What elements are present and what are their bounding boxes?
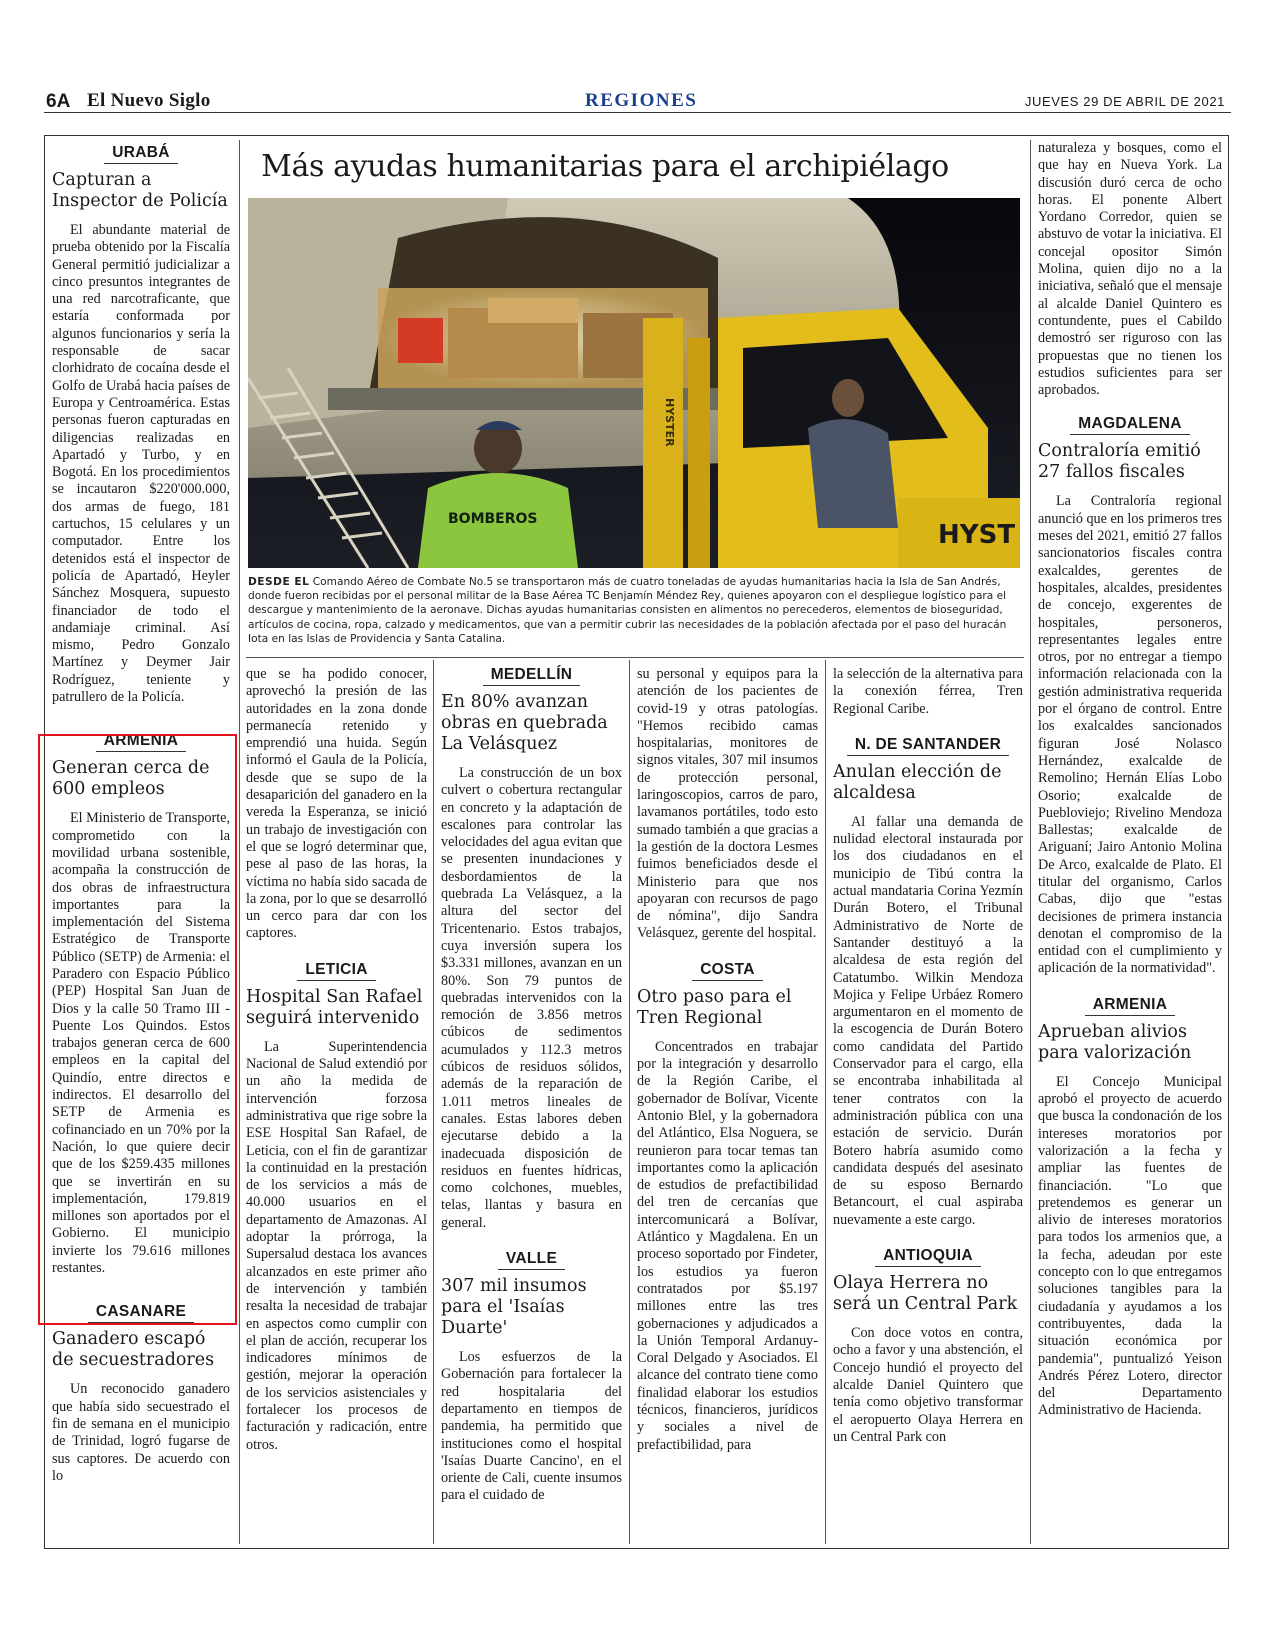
caption-lead: DESDE EL	[248, 576, 310, 588]
article-body: El abundante material de prueba obtenido por la Fiscalía General permitió judicializar a cinco presuntos integrantes de una red narcotraficante, que estaría conformada por algunos funcionarios y sería la responsable de sacar clorhidrato de cocaína desde el Golfo de Urabá hacia países de Europa y Centroamérica. Estas personas fueron capturadas en diligencias realizadas en Apartadó y Turbo, y en Bogotá. En los procedimientos se incautaron $220'000.000, dos armas de fuego, 181 cartuchos, 15 celulares y un computador. Entre los detenidos está el inspector de policía de Apartadó, Heyler Sánchez Mosquera, supuesto financiador de todo el andamiaje criminal. Así mismo, Pedro Gonzalo Martínez y Deymer Jair Rodríguez, teniente y patrullero de la Policía.	[52, 222, 230, 706]
column-divider	[825, 660, 826, 1544]
page-number: 6A	[46, 91, 71, 112]
photo-caption	[248, 575, 1020, 646]
article-headline: Otro paso para el Tren Regional	[637, 986, 792, 1028]
column-2	[246, 666, 427, 1544]
column-4	[637, 666, 818, 1544]
section-label: LETICIA	[297, 961, 375, 981]
article-magdalena	[1038, 411, 1222, 977]
section-label: VALLE	[498, 1250, 565, 1270]
column-divider	[239, 140, 240, 1544]
article-body: La Contraloría regional anunció que en los primeros tres meses del 2021, emitió 27 fallos sancionatorios fiscales contra exalcaldes, gerentes de hospitales, alcaldes, presidentes de concejo, exgerentes de hospitales, personeros, representantes legales entre otros, por no entregar a tiempo información relacionada con la gestión administrativa requerida por el órgano de control. Entre los exalcaldes sancionados figuran José Nolasco Hernández, exalcalde de Remolino; Hernán Elías Lobo Osorio; exalcalde de Puebloviejo; Rivelino Mendoza Ballestas; exalcalde de Ariguaní; Jairo Antonio Molina De Arco, exalcalde de Plato. El titular del organismo, Carlos Cabas, dijo que "estas decisiones de primera instancia denotan el compromiso de la entidad con el cumplimiento y aplicación de la normatividad".	[1038, 493, 1222, 977]
article-headline: Anulan elección de alcaldesa	[833, 761, 1002, 803]
article-body: La Superintendencia Nacional de Salud extendió por un año la medida de intervención forzosa administrativa que rige sobre la ESE Hospital San Rafael, de Leticia, con el fin de garantizar la continuidad en la prestación de los servicios a más de 40.000 usuarios en el departamento de Amazonas. Al adoptar la prórroga, la Supersalud destaca los avances alcanzados en este primer año de intervención y también resalta la necesidad de trabajar en aspectos como cumplir con el plan de acción, recuperar los indicadores mínimos de gestión, mejorar la operación de los servicios asistenciales y fortalecer los procesos de facturación y radicación, entre otros.	[246, 1038, 427, 1453]
article-headline: Contraloría emitió 27 fallos fiscales	[1038, 441, 1201, 483]
highlight-box	[38, 734, 237, 1325]
column-3	[441, 662, 622, 1544]
column-divider	[629, 660, 630, 1544]
vest-label: BOMBEROS	[448, 511, 538, 527]
article-body-continued: la selección de la alternativa para la conexión férrea, Tren Regional Caribe.	[833, 666, 1023, 717]
section-label: MEDELLÍN	[483, 666, 581, 686]
newspaper-name: El Nuevo Siglo	[87, 90, 211, 111]
article-body-continued: que se ha podido conocer, aprovechó la presión de las autoridades en la zona donde permanecía retenido y emprendió una huida. Según informó el Gaula de la Policía, desde que se supo de la desaparición del ganadero en la vereda la Esperanza, se inició un trabajo de investigación con el que se logró determinar que, pese al paso de las horas, la víctima no había sido sacada de la zona, por lo que se desarrolló un cerco para dar con los captores.	[246, 666, 427, 942]
section-label: COSTA	[692, 961, 763, 981]
column-divider	[1030, 140, 1031, 1544]
article-medellin	[441, 662, 622, 1232]
article-headline: En 80% avanzan obras en quebrada La Velásquez	[441, 692, 608, 754]
article-headline: Olaya Herrera no será un Central Park	[833, 1273, 1018, 1315]
section-label: MAGDALENA	[1070, 415, 1189, 435]
article-headline: 307 mil insumos para el 'Isaías Duarte'	[441, 1276, 587, 1339]
caption-text: Comando Aéreo de Combate No.5 se transportaron más de cuatro toneladas de ayudas humanitarias hacia la Isla de San Andrés, donde fueron recibidas por el personal militar de la Base Aérea TC Benjamín Méndez Rey, quienes apoyaron con el despliegue logístico para el descargue y mantenimiento de la aeronave. Dichas ayudas humanitarias consisten en alimentos no perecederos, elementos de bioseguridad, artículos de cocina, ropa, calzado y medicamentos, que van a permitir cubrir las necesidades de la población afectada por el paso del huracán Iota en las Islas de Providencia y Santa Catalina.	[248, 576, 1007, 645]
main-headline: Más ayudas humanitarias para el archipiélago	[261, 149, 949, 184]
article-valle	[441, 1246, 622, 1505]
article-headline: Generan cerca de 600 empleos	[52, 758, 210, 800]
forklift-label: HYST	[938, 520, 1016, 550]
article-headline: Hospital San Rafael seguirá intervenido	[246, 986, 423, 1028]
column-5	[833, 666, 1023, 1544]
article-casanare	[52, 1299, 230, 1485]
section-label: ARMENIA	[96, 732, 186, 752]
header-rule	[44, 112, 1231, 113]
article-body: Al fallar una demanda de nulidad electoral instaurada por los dos ciudadanos en el municipio de Tibú contra la actual mandataria Corina Yezmín Durán Botero, el Tribunal Administrativo de Norte de Santander destituyó a la alcaldesa de esta región del Catatumbo. Wilkin Mendoza Mojica y Felipe Urbáez Romero argumentaron en el momento de la escogencia de Durán Botero como candidata del Partido Conservador para el cargo, ella se encontraba inhabilitada al tener contratos con la administración pública con una estación de servicio. Durán Botero habría asumido como candidata después del asesinato de su esposo Bernardo Betancourt, el cual aspiraba nuevamente a este cargo.	[833, 813, 1023, 1228]
section-label: ANTIOQUIA	[875, 1247, 981, 1267]
issue-date: JUEVES 29 DE ABRIL DE 2021	[1024, 94, 1225, 109]
article-costa	[637, 957, 818, 1454]
article-uraba	[52, 140, 230, 706]
article-leticia	[246, 957, 427, 1454]
article-body: Con doce votos en contra, ocho a favor y una abstención, el Concejo hundió el proyecto del alcalde Daniel Quintero que tenía como objetivo transformar el aeropuerto Olaya Herrera en un Central Park con	[833, 1325, 1023, 1445]
column-6	[1038, 140, 1222, 1545]
news-photo	[248, 198, 1020, 568]
section-label: CASANARE	[88, 1303, 194, 1323]
article-armenia-valorizacion	[1038, 992, 1222, 1420]
article-headline: Aprueban alivios para valorización	[1038, 1021, 1192, 1063]
section-label: ARMENIA	[1085, 996, 1175, 1016]
article-body-continued: naturaleza y bosques, como el que hay en Nueva York. La discusión duró cerca de ocho horas. El ponente Albert Yordano Corredor, quien se abstuvo de votar la iniciativa. El concejal opositor Simón Molina, quien dijo no a la iniciativa, señaló que el mensaje al alcalde Daniel Quintero es contundente, pues el Cabildo demostró ser riguroso con las propuestas que no tienen los estudios suficientes para ser aprobados.	[1038, 140, 1222, 399]
forklift-label: HYSTER	[663, 398, 676, 447]
column-divider	[433, 660, 434, 1544]
article-body: Concentrados en trabajar por la integración y desarrollo de la Región Caribe, el gobernador de Bolívar, Vicente Antonio Blel, y la gobernadora del Atlántico, Elsa Noguera, se reunieron para tocar temas tan importantes como la aplicación de estudios de prefactibilidad del tren de cercanías que intercomunicará a Bolívar, Atlántico y Magdalena. En un proceso soportado por Findeter, los estudios ya fueron contratados por $5.197 millones entre las tres gobernaciones y adjudicados a la Unión Temporal Ardanuy-Coral Delgado y Asociados. El alcance del contrato tiene como finalidad elaborar los estudios técnicos, financieros, jurídicos y sociales a nivel de prefactibilidad, para	[637, 1038, 818, 1453]
article-body-continued: su personal y equipos para la atención de los pacientes de covid-19 y otras patologías. "Hemos recibido camas hospitalarias, monitores de signos vitales, 307 mil insumos de protección personal, laringoscopios, carros de paro, lavamanos portátiles, todo esto sumado también a que gracias a la gestión de la doctora Lesmes fuimos beneficiados desde el Ministerio para que nos apoyaran con recursos de pago de nómina", dijo Sandra Velásquez, gerente del hospital.	[637, 666, 818, 942]
section-label: N. DE SANTANDER	[847, 736, 1009, 756]
section-label: URABÁ	[104, 144, 177, 164]
article-body: El Ministerio de Transporte, comprometido con la movilidad urbana sostenible, acompaña la construcción de dos obras de infraestructura importantes para la implementación del Sistema Estratégico de Transporte Público (SETP) de Armenia: el Paradero con Espacio Público (PEP) Hospital San Juan de Dios y la calle 50 Tramo III - Puente Los Quindos. Estos trabajos generan cerca de 600 empleos en la capital del Quindío, entre directos e indirectos. El desarrollo del SETP de Armenia es cofinanciado en un 70% por la Nación, lo que quiere decir que de los $259.435 millones que se invertirán en su implementación, 179.819 millones son aportados por el Gobierno. El municipio invierte los 79.616 millones restantes.	[52, 810, 230, 1277]
article-body: La construcción de un box culvert o cobertura rectangular en concreto y la adaptación de escalones para controlar las velocidades del agua evitan que se presenten inundaciones y desbordamientos de la quebrada La Velásquez, a la altura del sector del Tricentenario. Estos trabajos, cuya inversión supera los $3.331 millones, avanzan en un 80%. Son 79 puntos de quebradas intervenidos con la remoción de 3.856 metros cúbicos de sedimentos acumulados y 112.3 metros cúbicos de residuos sólidos, además de la reparación de 1.011 metros lineales de canales. Estas labores deben ejecutarse debido a la inadecuada disposición de residuos en fuentes hídricas, como colchones, muebles, telas, llantas y basura en general.	[441, 765, 622, 1231]
article-headline: Ganadero escapó de secuestradores	[52, 1329, 215, 1371]
article-body: El Concejo Municipal aprobó el proyecto de acuerdo que busca la condonación de los intereses moratorios por valorización a la fecha y ampliar las fuentes de financiación. "Lo que pretendemos es generar un alivio de intereses moratorios para todos los armenios que, a la fecha, adeudan por este concepto con lo que entregamos soluciones tangibles para la ciudadanía y ayudamos a los contribuyentes, dada la situación económica por pandemia", puntualizó Yeison Andrés Pérez Lotero, director del Departamento Administrativo de Hacienda.	[1038, 1073, 1222, 1419]
section-title: REGIONES	[585, 90, 698, 111]
photo-bottom-rule	[246, 657, 1024, 658]
article-body: Un reconocido ganadero que había sido secuestrado el fin de semana en el municipio de Trinidad, logró fugarse de sus captores. De acuerdo con lo	[52, 1381, 230, 1484]
airplane-cargo-photo	[248, 198, 1020, 568]
article-body: Los esfuerzos de la Gobernación para fortalecer la red hospitalaria del departamento en tiempos de pandemia, ha permitido que instituciones como el hospital 'Isaías Duarte Cancino', en el oriente de Cali, cuente insumos para el cuidado de	[441, 1349, 622, 1504]
article-headline: Capturan a Inspector de Policía	[52, 170, 228, 211]
article-norte-de-santander	[833, 732, 1023, 1229]
article-antioquia	[833, 1243, 1023, 1446]
